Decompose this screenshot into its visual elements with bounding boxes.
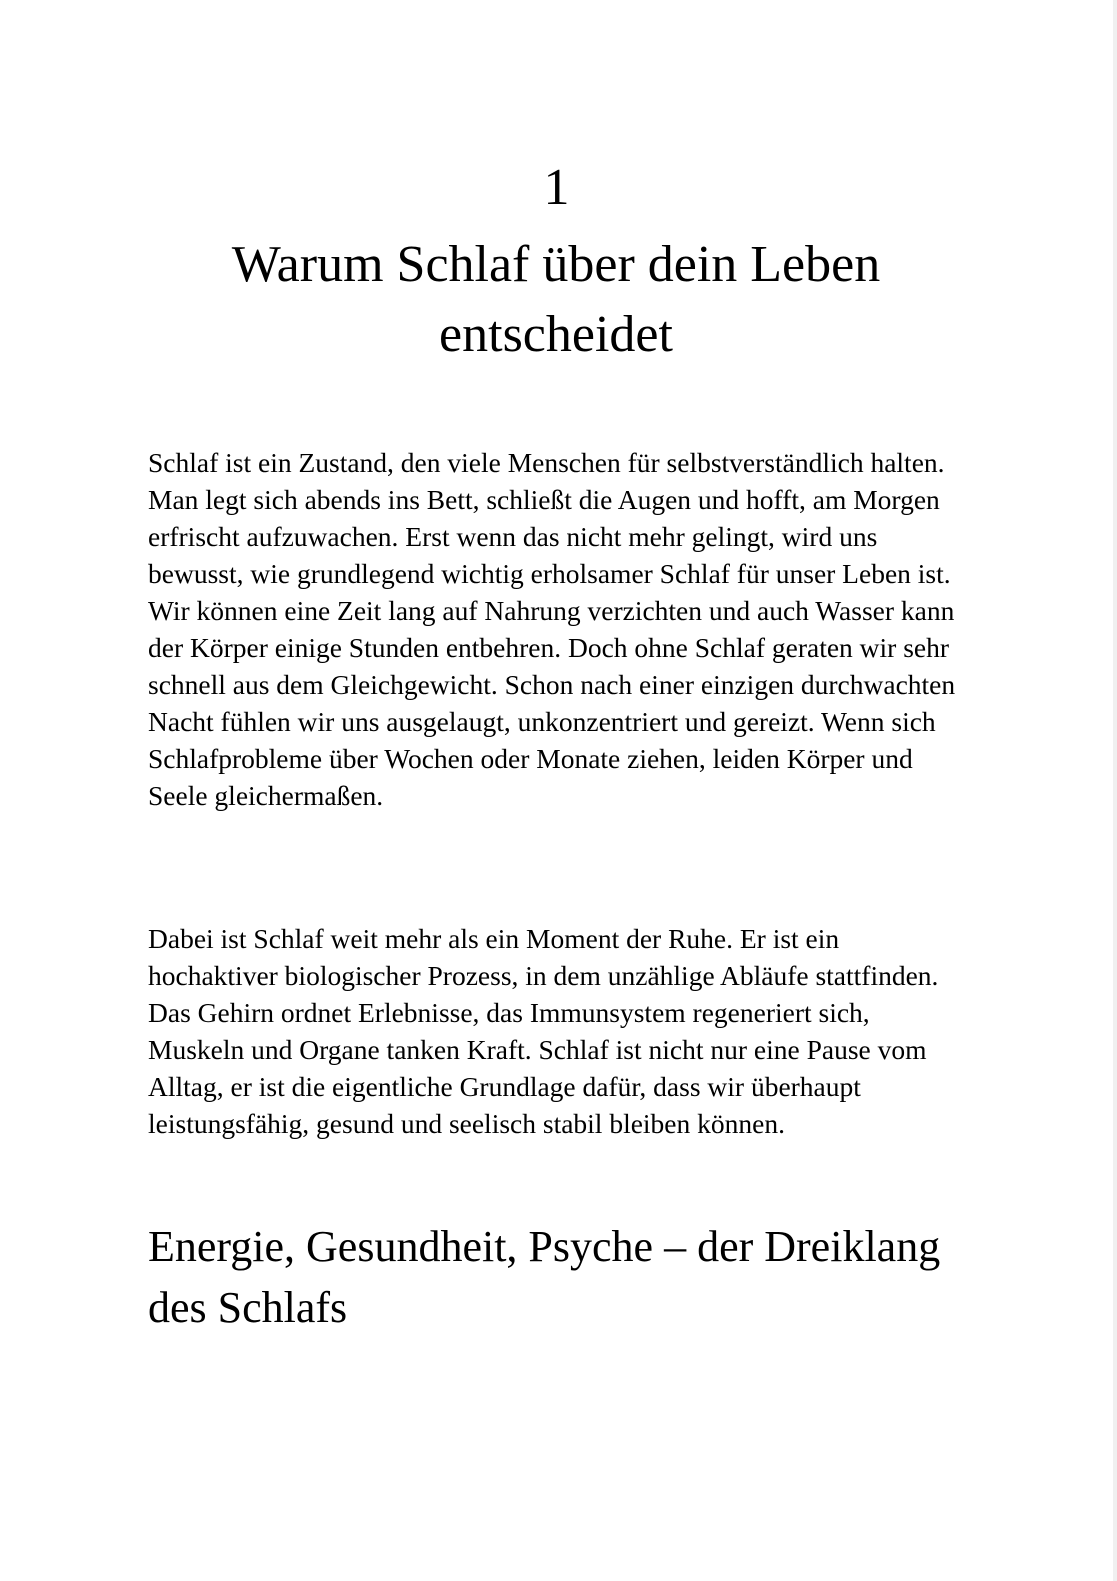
body-paragraph: Schlaf ist ein Zustand, den viele Menschen für selbstverständlich halten. Man legt sich abends ins Bett, schließt die Augen und hofft, am Morgen erfrischt aufzuwachen. Erst wenn das nicht mehr gelingt, wird uns bewusst, wie grundlegend wichtig erholsamer Schlaf für unser Leben ist. Wir können eine Zeit lang auf Nahrung verzichten und auch Wasser kann der Körper einige Stunden entbehren. Doch ohne Schlaf geraten wir sehr schnell aus dem Gleichgewicht. Schon nach einer einzigen durchwachten Nacht fühlen wir uns ausgelaugt, unkonzentriert und gereizt. Wenn sich Schlafprobleme über Wochen oder Monate ziehen, leiden Körper und Seele gleichermaßen. [148,447,956,811]
body-paragraph: Dabei ist Schlaf weit mehr als ein Moment der Ruhe. Er ist ein hochaktiver biologischer Prozess, in dem unzählige Abläufe stattfinden. Das Gehirn ordnet Erlebnisse, das Immunsystem regeneriert sich, Muskeln und Organe tanken Kraft. Schlaf ist nicht nur eine Pause vom Alltag, er ist die eigentliche Grundlage dafür, dass wir überhaupt leistungsfähig, gesund und seelisch stabil bleiben können. [148,923,939,1139]
chapter-number: 1 [543,159,570,216]
page-edge-scrollbar[interactable] [1113,0,1117,1581]
chapter-title: Warum Schlaf über dein Leben entscheidet [231,236,881,363]
section-heading: Energie, Gesundheit, Psyche – der Dreiklang des Schlafs [148,1222,941,1332]
